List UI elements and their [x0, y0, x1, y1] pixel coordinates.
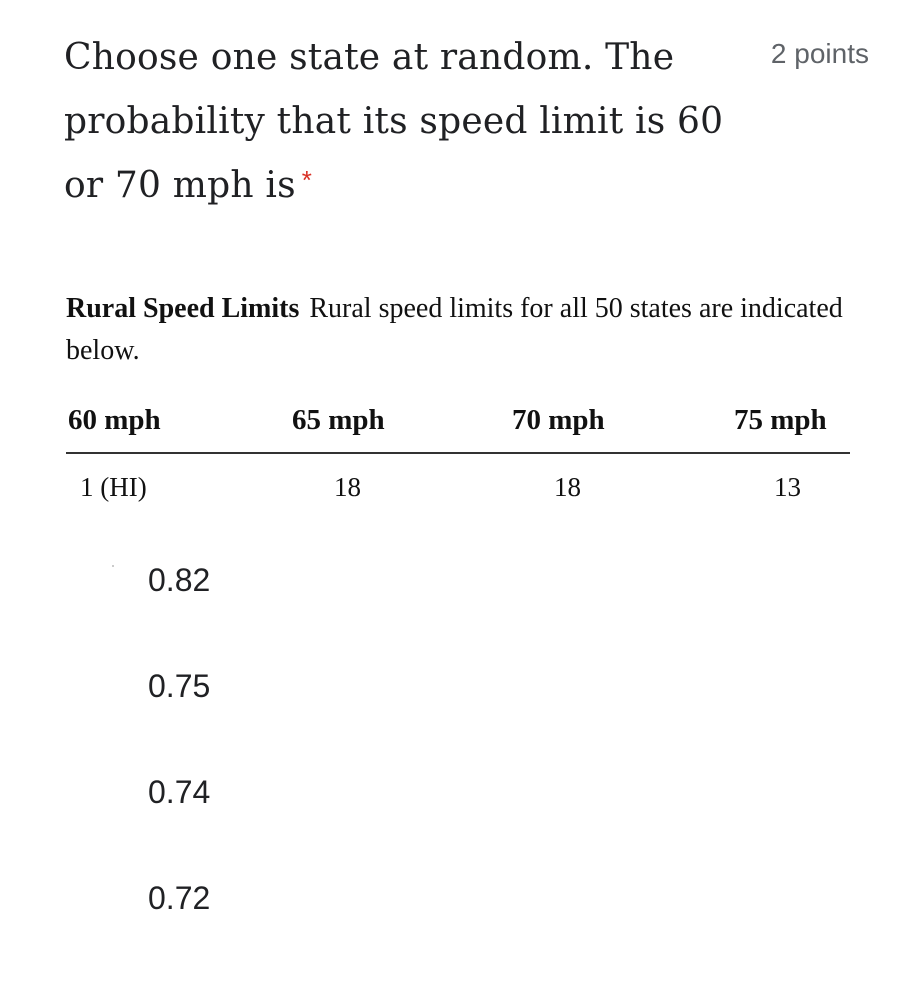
answer-option-label: 0.75 [148, 668, 211, 704]
answer-option-label: 0.72 [148, 880, 211, 916]
table-caption [66, 288, 850, 372]
answer-option-label: 0.82 [148, 562, 211, 598]
speed-limits-table-image [66, 288, 850, 512]
question-title [64, 26, 734, 218]
table-cell: 13 [774, 472, 801, 502]
points-label: 2 points [770, 38, 869, 69]
required-asterisk: * [301, 165, 313, 195]
table-row [66, 454, 850, 512]
radio-marker [112, 565, 114, 567]
answer-option-label: 0.74 [148, 774, 211, 810]
table-header-cell: 60 mph [68, 404, 161, 436]
table-cell: 1 (HI) [80, 472, 147, 502]
answer-option-2[interactable] [148, 661, 210, 767]
table-header-cell: 65 mph [292, 404, 385, 436]
answer-option-3[interactable] [148, 767, 210, 873]
answer-option-4[interactable] [148, 873, 210, 979]
table-caption-title: Rural Speed Limits [66, 293, 300, 324]
table-header-cell: 75 mph [734, 404, 827, 436]
table-header-cell: 70 mph [512, 404, 605, 436]
question-text: Choose one state at random. The probability that its speed limit is 60 or 70 mph is [64, 37, 724, 206]
table-cell: 18 [554, 472, 581, 502]
answer-option-1[interactable] [148, 555, 210, 661]
table-caption-text: Rural speed limits for all 50 states are indicated below. [66, 293, 843, 366]
table-cell: 18 [334, 472, 361, 502]
table-header-row [66, 390, 850, 454]
answer-options [148, 555, 210, 979]
